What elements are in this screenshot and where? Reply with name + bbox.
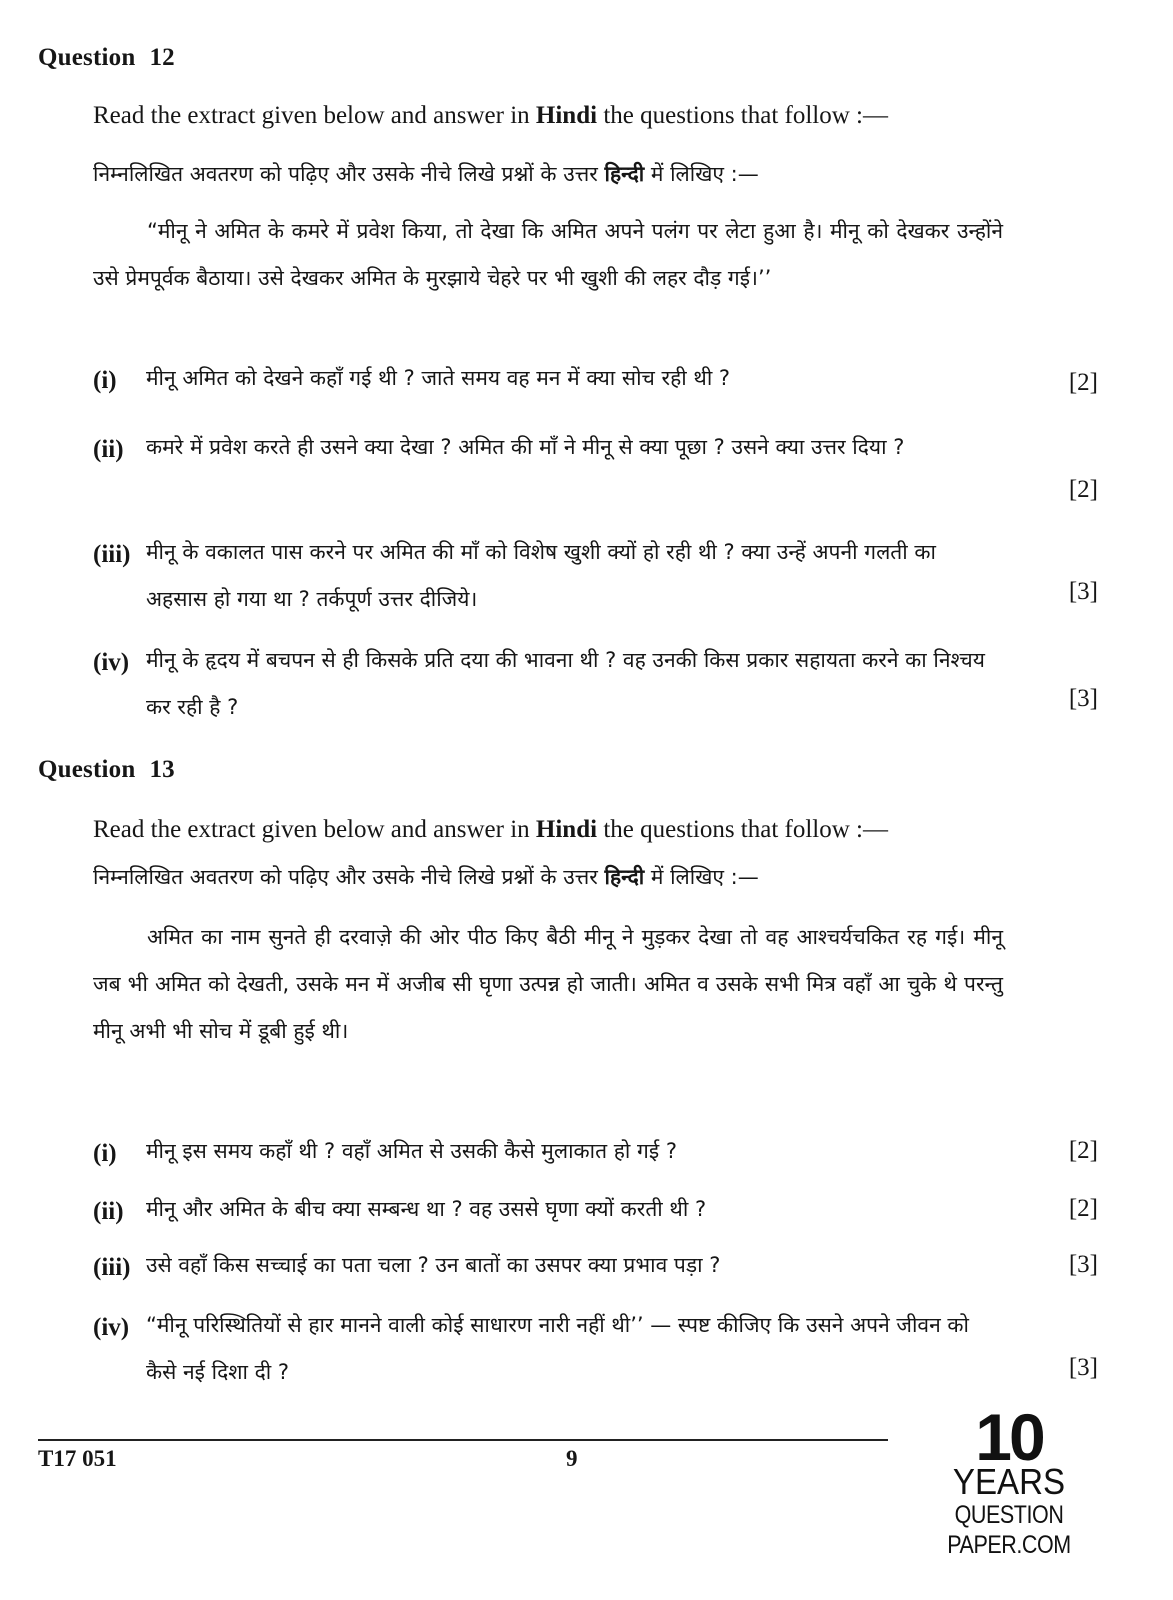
- footer-rule: [38, 1439, 888, 1441]
- subquestion-text: कमरे में प्रवेश करते ही उसने क्या देखा ? अमित की माँ ने मीनू से क्या पूछा ? उसने क्या उत्तर दिया ?: [146, 435, 905, 459]
- question-label: Question: [38, 44, 136, 71]
- q12-instruction-hi: [93, 164, 1003, 185]
- instruction-text: में लिखिए :—: [644, 162, 759, 186]
- marks: [2]: [1068, 476, 1098, 503]
- q12-extract: [93, 208, 1003, 302]
- subquestion-text: मीनू अमित को देखने कहाँ गई थी ? जाते समय वह मन में क्या सोच रही थी ?: [146, 366, 731, 390]
- subquestion-text: “मीनू परिस्थितियों से हार मानने वाली कोई साधारण नारी नहीं थी’’ — स्पष्ट कीजिए कि उसने अपने जीवन को कैसे नई दिशा दी ?: [146, 1313, 969, 1384]
- marks: [2]: [1068, 369, 1098, 396]
- subquestion-text: मीनू और अमित के बीच क्या सम्बन्ध था ? वह उससे घृणा क्यों करती थी ?: [146, 1197, 707, 1221]
- instruction-text: Read the extract given below and answer in: [93, 816, 536, 843]
- subquestion-text: मीनू इस समय कहाँ थी ? वहाँ अमित से उसकी कैसे मुलाकात हो गई ?: [146, 1139, 677, 1163]
- subquestion-label: (iv): [93, 649, 130, 676]
- subquestion-label: (i): [93, 1140, 117, 1167]
- instruction-text: निम्नलिखित अवतरण को पढ़िए और उसके नीचे लिखे प्रश्नों के उत्तर: [93, 162, 605, 186]
- subquestion-text: मीनू के वकालत पास करने पर अमित की माँ को विशेष खुशी क्यों हो रही थी ? क्या उन्हें अपनी गलती का अहसास हो गया था ? तर्कपूर्ण उत्तर दीजिये।: [146, 540, 936, 611]
- marks: [3]: [1068, 578, 1098, 605]
- logo-years: YEARS: [952, 1461, 1066, 1502]
- extract-text: अमित का नाम सुनते ही दरवाज़े की ओर पीठ किए बैठी मीनू ने मुड़कर देखा तो वह आश्चर्यचकित रह गई। मीनू जब भी अमित को देखती, उसके मन में अजीब सी घृणा उत्पन्न हो जाती। अमित व उसके सभी मित्र वहाँ आ चुके थे परन्तु मीनू अभी भी सोच में डूबी हुई थी।: [93, 925, 1003, 1043]
- instruction-emphasis: Hindi: [535, 816, 598, 843]
- marks: [3]: [1068, 685, 1098, 712]
- q13-instruction-hi: [93, 867, 1003, 888]
- q13-instruction-en: [93, 817, 1003, 842]
- watermark-logo: [889, 1400, 1129, 1560]
- subquestion-label: (iii): [93, 541, 131, 568]
- instruction-text: the questions that follow :—: [597, 816, 889, 843]
- marks: [2]: [1068, 1137, 1098, 1164]
- subquestion-label: (i): [93, 367, 117, 394]
- instruction-emphasis: हिन्दी: [604, 162, 645, 186]
- instruction-emphasis: Hindi: [535, 102, 598, 129]
- instruction-text: the questions that follow :—: [597, 102, 889, 129]
- question-13-heading: [38, 756, 175, 784]
- subquestion-label: (ii): [93, 1198, 124, 1225]
- question-number: 13: [149, 756, 175, 783]
- marks: [2]: [1068, 1195, 1098, 1222]
- marks: [3]: [1068, 1354, 1098, 1381]
- question-12-heading: [38, 44, 175, 72]
- question-number: 12: [149, 44, 175, 71]
- q12-instruction-en: [93, 103, 1003, 128]
- subquestion-label: (ii): [93, 436, 124, 463]
- question-label: Question: [38, 756, 136, 783]
- logo-ten: 10: [975, 1400, 1043, 1474]
- subquestion-label: (iv): [93, 1314, 130, 1341]
- page-number: 9: [566, 1446, 578, 1471]
- instruction-text: निम्नलिखित अवतरण को पढ़िए और उसके नीचे लिखे प्रश्नों के उत्तर: [93, 865, 605, 889]
- paper-code: T17 051: [38, 1446, 117, 1471]
- extract-text: “मीनू ने अमित के कमरे में प्रवेश किया, तो देखा कि अमित अपने पलंग पर लेटा हुआ है। मीनू को देखकर उन्होंने उसे प्रेमपूर्वक बैठाया। उसे देखकर अमित के मुरझाये चेहरे पर भी खुशी की लहर दौड़ गई।’’: [93, 219, 1003, 290]
- instruction-text: Read the extract given below and answer in: [93, 102, 536, 129]
- instruction-text: में लिखिए :—: [644, 865, 759, 889]
- instruction-emphasis: हिन्दी: [604, 865, 645, 889]
- subquestion-text: उसे वहाँ किस सच्चाई का पता चला ? उन बातों का उसपर क्या प्रभाव पड़ा ?: [146, 1253, 721, 1277]
- subquestion-label: (iii): [93, 1254, 131, 1281]
- subquestion-text: मीनू के हृदय में बचपन से ही किसके प्रति दया की भावना थी ? वह उनकी किस प्रकार सहायता करने का निश्चय कर रही है ?: [146, 648, 985, 719]
- marks: [3]: [1068, 1251, 1098, 1278]
- q13-extract: [93, 914, 1003, 1055]
- logo-site: QUESTION PAPER.COM: [947, 1501, 1071, 1559]
